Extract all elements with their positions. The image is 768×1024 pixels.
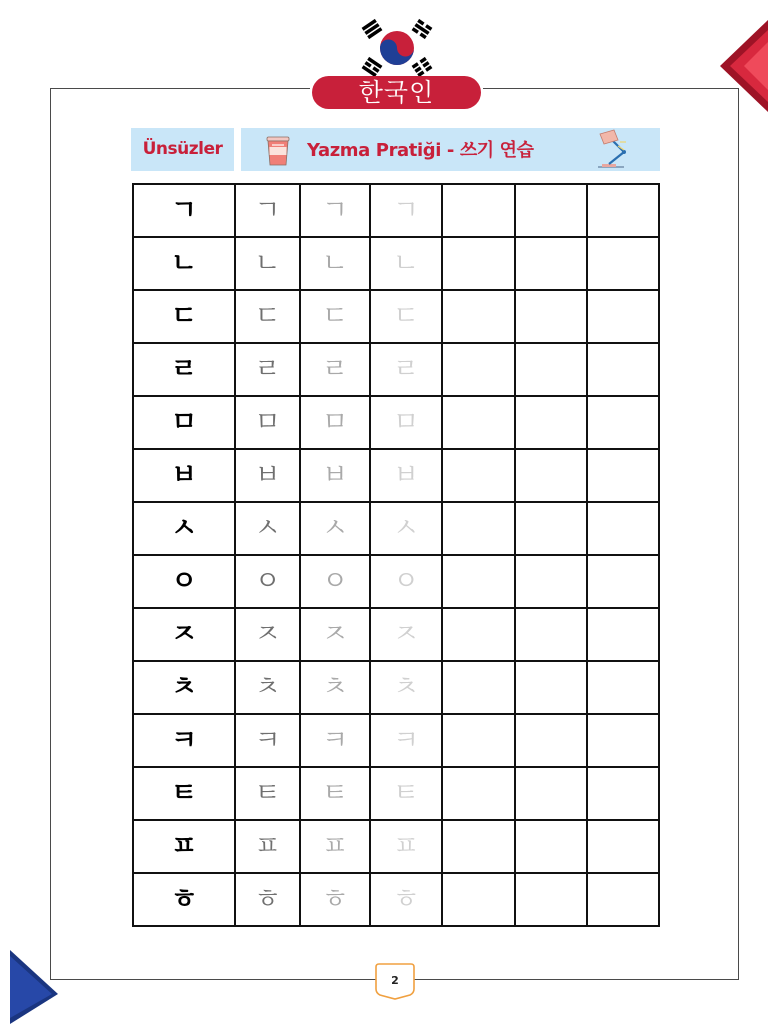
trace-cell: ㅇ bbox=[370, 555, 442, 608]
trace-cell: ㅅ bbox=[235, 502, 300, 555]
page-number: 2 bbox=[391, 974, 399, 987]
trace-cell: ㅅ bbox=[300, 502, 370, 555]
consonant-cell: ㄹ bbox=[133, 343, 235, 396]
trace-cell: ㄱ bbox=[235, 184, 300, 237]
empty-writing-cell[interactable] bbox=[587, 873, 659, 926]
trace-cell: ㅋ bbox=[235, 714, 300, 767]
practice-row bbox=[133, 767, 659, 820]
empty-writing-cell[interactable] bbox=[442, 555, 515, 608]
practice-row bbox=[133, 343, 659, 396]
trace-cell: ㅇ bbox=[300, 555, 370, 608]
practice-grid bbox=[132, 183, 660, 927]
practice-row bbox=[133, 820, 659, 873]
trace-cell: ㄷ bbox=[370, 290, 442, 343]
trace-cell: ㅊ bbox=[235, 661, 300, 714]
trace-cell: ㅍ bbox=[235, 820, 300, 873]
empty-writing-cell[interactable] bbox=[442, 449, 515, 502]
empty-writing-cell[interactable] bbox=[515, 449, 587, 502]
empty-writing-cell[interactable] bbox=[515, 661, 587, 714]
trace-cell: ㅇ bbox=[235, 555, 300, 608]
trace-cell: ㄴ bbox=[370, 237, 442, 290]
trace-cell: ㅈ bbox=[370, 608, 442, 661]
trace-cell: ㅁ bbox=[300, 396, 370, 449]
empty-writing-cell[interactable] bbox=[442, 502, 515, 555]
empty-writing-cell[interactable] bbox=[442, 396, 515, 449]
trace-cell: ㅊ bbox=[300, 661, 370, 714]
trace-cell: ㄴ bbox=[235, 237, 300, 290]
consonant-cell: ㅊ bbox=[133, 661, 235, 714]
trace-cell: ㅈ bbox=[300, 608, 370, 661]
empty-writing-cell[interactable] bbox=[587, 820, 659, 873]
empty-writing-cell[interactable] bbox=[587, 555, 659, 608]
empty-writing-cell[interactable] bbox=[442, 237, 515, 290]
practice-row bbox=[133, 502, 659, 555]
trace-cell: ㄱ bbox=[300, 184, 370, 237]
consonant-cell: ㅁ bbox=[133, 396, 235, 449]
trace-cell: ㅈ bbox=[235, 608, 300, 661]
empty-writing-cell[interactable] bbox=[515, 184, 587, 237]
worksheet-title: Yazma Pratiği - 쓰기 연습 bbox=[307, 140, 534, 161]
empty-writing-cell[interactable] bbox=[515, 502, 587, 555]
trace-cell: ㄷ bbox=[235, 290, 300, 343]
practice-row bbox=[133, 555, 659, 608]
trace-cell: ㅍ bbox=[300, 820, 370, 873]
page-title: 한국인 bbox=[312, 76, 481, 109]
empty-writing-cell[interactable] bbox=[442, 714, 515, 767]
empty-writing-cell[interactable] bbox=[587, 767, 659, 820]
trace-cell: ㅂ bbox=[235, 449, 300, 502]
consonant-cell: ㄱ bbox=[133, 184, 235, 237]
empty-writing-cell[interactable] bbox=[587, 714, 659, 767]
practice-row bbox=[133, 237, 659, 290]
empty-writing-cell[interactable] bbox=[442, 184, 515, 237]
empty-writing-cell[interactable] bbox=[442, 661, 515, 714]
trace-cell: ㅎ bbox=[300, 873, 370, 926]
trace-cell: ㅊ bbox=[370, 661, 442, 714]
consonant-cell: ㅋ bbox=[133, 714, 235, 767]
empty-writing-cell[interactable] bbox=[515, 343, 587, 396]
empty-writing-cell[interactable] bbox=[515, 873, 587, 926]
trace-cell: ㄴ bbox=[300, 237, 370, 290]
practice-row bbox=[133, 873, 659, 926]
practice-row bbox=[133, 290, 659, 343]
empty-writing-cell[interactable] bbox=[515, 714, 587, 767]
empty-writing-cell[interactable] bbox=[442, 873, 515, 926]
empty-writing-cell[interactable] bbox=[442, 820, 515, 873]
trace-cell: ㅍ bbox=[370, 820, 442, 873]
section-label: Ünsüzler bbox=[131, 128, 234, 171]
empty-writing-cell[interactable] bbox=[587, 449, 659, 502]
empty-writing-cell[interactable] bbox=[587, 661, 659, 714]
trace-cell: ㅋ bbox=[300, 714, 370, 767]
trace-cell: ㄹ bbox=[300, 343, 370, 396]
consonant-cell: ㅍ bbox=[133, 820, 235, 873]
empty-writing-cell[interactable] bbox=[587, 502, 659, 555]
practice-row bbox=[133, 714, 659, 767]
practice-row bbox=[133, 396, 659, 449]
empty-writing-cell[interactable] bbox=[442, 343, 515, 396]
coffee-cup-icon bbox=[263, 134, 293, 168]
trace-cell: ㅋ bbox=[370, 714, 442, 767]
practice-row bbox=[133, 608, 659, 661]
south-korea-flag-icon bbox=[355, 15, 439, 79]
trace-cell: ㅌ bbox=[300, 767, 370, 820]
empty-writing-cell[interactable] bbox=[587, 608, 659, 661]
trace-cell: ㄹ bbox=[235, 343, 300, 396]
consonant-cell: ㄴ bbox=[133, 237, 235, 290]
practice-row bbox=[133, 184, 659, 237]
empty-writing-cell[interactable] bbox=[515, 396, 587, 449]
trace-cell: ㅎ bbox=[235, 873, 300, 926]
empty-writing-cell[interactable] bbox=[515, 555, 587, 608]
empty-writing-cell[interactable] bbox=[515, 820, 587, 873]
trace-cell: ㄹ bbox=[370, 343, 442, 396]
title-banner bbox=[310, 76, 483, 109]
trace-cell: ㅁ bbox=[235, 396, 300, 449]
trace-cell: ㅌ bbox=[370, 767, 442, 820]
consonant-cell: ㅇ bbox=[133, 555, 235, 608]
empty-writing-cell[interactable] bbox=[515, 767, 587, 820]
empty-writing-cell[interactable] bbox=[442, 608, 515, 661]
trace-cell: ㅁ bbox=[370, 396, 442, 449]
empty-writing-cell[interactable] bbox=[515, 237, 587, 290]
consonant-cell: ㄷ bbox=[133, 290, 235, 343]
empty-writing-cell[interactable] bbox=[587, 290, 659, 343]
trace-cell: ㅎ bbox=[370, 873, 442, 926]
empty-writing-cell[interactable] bbox=[587, 343, 659, 396]
empty-writing-cell[interactable] bbox=[442, 290, 515, 343]
empty-writing-cell[interactable] bbox=[515, 290, 587, 343]
empty-writing-cell[interactable] bbox=[515, 608, 587, 661]
trace-cell: ㅅ bbox=[370, 502, 442, 555]
empty-writing-cell[interactable] bbox=[587, 396, 659, 449]
trace-cell: ㅂ bbox=[370, 449, 442, 502]
practice-grid-body bbox=[133, 184, 659, 926]
consonant-cell: ㅎ bbox=[133, 873, 235, 926]
consonant-cell: ㅈ bbox=[133, 608, 235, 661]
practice-row bbox=[133, 449, 659, 502]
empty-writing-cell[interactable] bbox=[587, 184, 659, 237]
trace-cell: ㅌ bbox=[235, 767, 300, 820]
consonant-cell: ㅌ bbox=[133, 767, 235, 820]
empty-writing-cell[interactable] bbox=[442, 767, 515, 820]
practice-row bbox=[133, 661, 659, 714]
consonant-cell: ㅂ bbox=[133, 449, 235, 502]
trace-cell: ㄷ bbox=[300, 290, 370, 343]
desk-lamp-icon bbox=[590, 128, 642, 171]
trace-cell: ㅂ bbox=[300, 449, 370, 502]
consonant-cell: ㅅ bbox=[133, 502, 235, 555]
worksheet-header bbox=[241, 128, 660, 171]
empty-writing-cell[interactable] bbox=[587, 237, 659, 290]
trace-cell: ㄱ bbox=[370, 184, 442, 237]
